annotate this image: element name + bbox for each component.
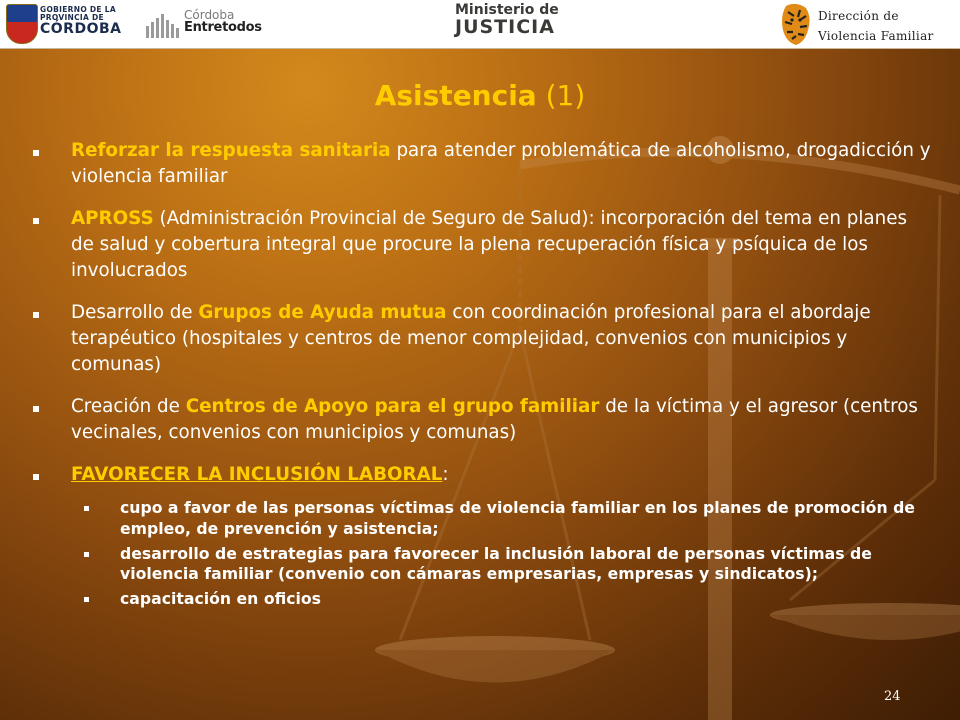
bullet-item	[32, 138, 932, 190]
bar-chart-logo-icon	[146, 12, 180, 38]
gobierno-line-2: PROVINCIA DE	[40, 12, 104, 22]
bullet-highlight: FAVORECER LA INCLUSIÓN LABORAL	[71, 464, 443, 485]
ministerio-logo	[455, 3, 559, 37]
gobierno-line-3: CÓRDOBA	[40, 21, 122, 37]
bullet-text: :	[442, 464, 449, 485]
bullet-pre: Creación de	[71, 396, 186, 417]
bullet-text: con coordinación profesional para el abordaje terapéutico (hospitales y centros de menor complejidad, convenios con municipios y comunas)	[71, 302, 871, 375]
bullet-highlight: APROSS	[71, 208, 154, 229]
bullet-highlight: Reforzar la respuesta sanitaria	[71, 140, 391, 161]
bullet-text: para atender problemática de alcoholismo, drogadicción y violencia familiar	[71, 140, 931, 187]
bullet-item	[32, 206, 932, 284]
title-number: (1)	[545, 79, 586, 112]
sub-bullet-item: cupo a favor de las personas víctimas de violencia familiar en los planes de promoción de empleo, de prevención y asistencia;	[32, 498, 932, 539]
cordoba-line-1: Córdoba	[184, 8, 235, 22]
direccion-line-2: Violencia Familiar	[818, 29, 934, 43]
bullet-item	[32, 462, 932, 488]
bullet-text: de la víctima y el agresor (centros vecinales, convenios con municipios y comunas)	[71, 396, 918, 443]
bullet-text: (Administración Provincial de Seguro de Salud): incorporación del tema en planes de salud y cobertura integral que procure la plena recuperación física y psíquica de los involucrados	[71, 208, 907, 281]
gobierno-line-1: GOBIERNO DE LA	[40, 5, 116, 14]
title-main: Asistencia	[374, 79, 537, 112]
ministerio-line-2: JUSTICIA	[455, 16, 555, 38]
slide-title	[0, 79, 960, 112]
bullet-item	[32, 394, 932, 446]
cordoba-entretodos-logo	[184, 9, 262, 34]
sub-bullet-item: capacitación en oficios	[32, 589, 932, 610]
tiger-icon	[778, 2, 814, 46]
slide-content	[32, 138, 932, 614]
sub-bullet-list	[32, 498, 932, 610]
cordoba-line-2: Entretodos	[184, 20, 262, 35]
page-number: 24	[884, 689, 901, 704]
ministerio-line-1: Ministerio de	[455, 2, 559, 18]
header-bar	[0, 0, 960, 49]
province-shield-icon	[6, 4, 38, 44]
bullet-pre: Desarrollo de	[71, 302, 199, 323]
sub-bullet-item: desarrollo de estrategias para favorecer la inclusión laboral de personas víctimas de violencia familiar (convenio con cámaras empresarias, empresas y sindicatos);	[32, 544, 932, 585]
direccion-line-1: Dirección de	[818, 9, 899, 23]
bullet-highlight: Grupos de Ayuda mutua	[198, 302, 447, 323]
bullet-item	[32, 300, 932, 378]
bullet-highlight: Centros de Apoyo para el grupo familiar	[185, 396, 600, 417]
direccion-logo	[818, 6, 934, 46]
gobierno-logo	[40, 6, 121, 36]
